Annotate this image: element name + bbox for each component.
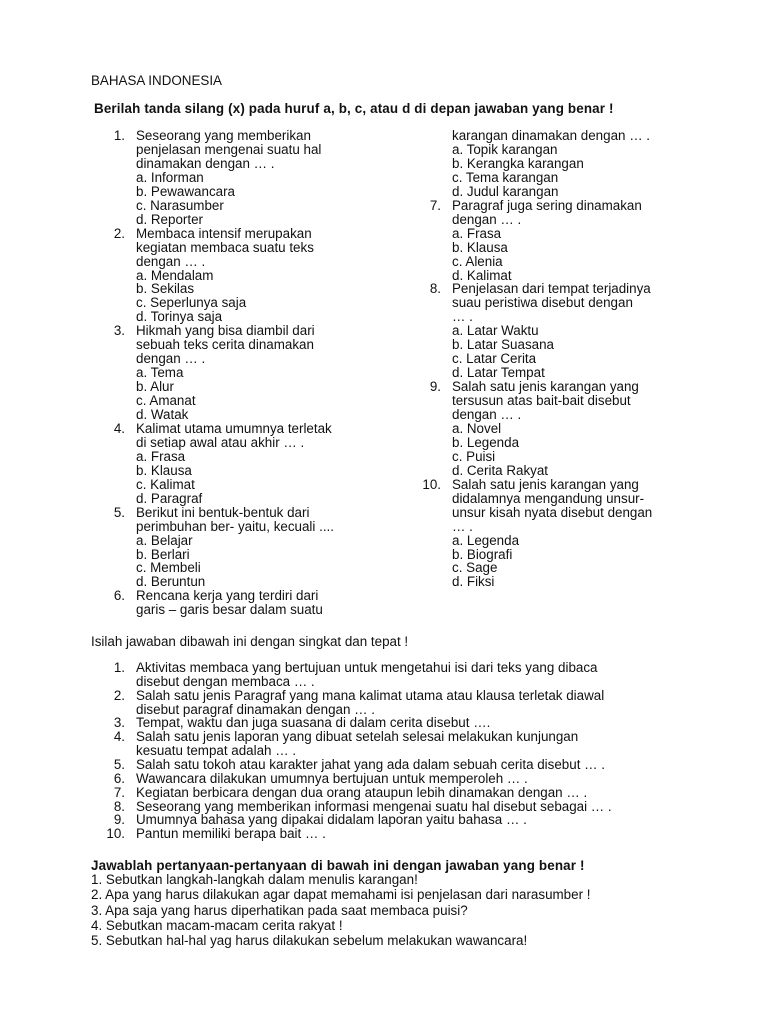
question-continuation: c. Seperlunya saja (136, 295, 247, 311)
question-continuation: dinamakan dengan … . (136, 155, 275, 171)
item-number: 1. (113, 660, 125, 675)
question-line: Salah satu jenis karangan yang (452, 379, 639, 395)
question-continuation: kesuatu tempat adalah … . (136, 743, 297, 759)
question-continuation: b. Biografi (452, 546, 513, 562)
question-line: Umumnya bahasa yang dipakai didalam laporan yaitu bahasa … . (136, 812, 527, 828)
question-continuation: b. Klausa (136, 462, 192, 478)
question-continuation: c. Latar Cerita (452, 351, 537, 367)
question-continuation: dengan … . (452, 407, 522, 422)
item-number: 10. (422, 476, 441, 492)
question-line: Salah satu jenis Paragraf yang mana kalimat utama atau klausa terletak diawal (136, 687, 605, 703)
section-a-instruction: Berilah tanda silang (x) pada huruf a, b, c, atau d di depan jawaban yang benar ! (94, 101, 614, 116)
question-continuation: disebut dengan membaca … . (136, 673, 315, 689)
essay-question: 3. Apa saja yang harus diperhatikan pada saat membaca puisi? (91, 902, 468, 918)
question-continuation: … . (452, 309, 473, 325)
question-continuation: d. Reporter (136, 211, 203, 227)
question-line: Berikut ini bentuk-bentuk dari (136, 504, 310, 520)
item-number: 6. (113, 588, 125, 604)
question-continuation: d. Judul karangan (452, 183, 559, 199)
question-continuation: b. Kerangka karangan (452, 155, 584, 171)
question-continuation: dengan … . (136, 351, 206, 367)
question-continuation: c. Puisi (452, 448, 496, 464)
question-continuation: b. Pewawancara (136, 183, 235, 199)
question-continuation: dengan … . (136, 253, 206, 269)
essay-question: 5. Sebutkan hal-hal yag harus dilakukan sebelum melakukan wawancara! (91, 933, 528, 949)
question-continuation: suau peristiwa disebut dengan (452, 295, 633, 311)
question-continuation: d. Beruntun (136, 574, 206, 590)
question-line: Wawancara dilakukan umumnya bertujuan untuk memperoleh … . (136, 770, 528, 786)
item-number: 4. (113, 729, 125, 745)
section-b-instruction: Isilah jawaban dibawah ini dengan singkat dan tepat ! (91, 634, 409, 649)
question-line: Kegiatan berbicara dengan dua orang ataupun lebih dinamakan dengan … . (136, 784, 588, 800)
question-continuation: d. Cerita Rakyat (452, 462, 549, 478)
question-line: Paragraf juga sering dinamakan (452, 197, 642, 213)
question-continuation: sebuah teks cerita dinamakan (136, 337, 314, 353)
item-number: 5. (113, 504, 125, 520)
question-continuation: b. Latar Suasana (452, 337, 554, 353)
item-number: 9. (429, 379, 441, 395)
item-number: 6. (113, 770, 125, 786)
question-continuation: a. Informan (136, 169, 204, 185)
question-continuation: d. Fiksi (452, 574, 495, 590)
question-line: Salah satu jenis laporan yang dibuat setelah selesai melakukan kunjungan (136, 729, 579, 745)
question-continuation: karangan dinamakan dengan … . (452, 128, 651, 143)
item-number: 9. (113, 812, 125, 828)
question-continuation: d. Torinya saja (136, 309, 223, 325)
section-c-instruction: Jawablah pertanyaan-pertanyaan di bawah ini dengan jawaban yang benar ! (91, 858, 585, 873)
question-line: Rencana kerja yang terdiri dari (136, 588, 319, 604)
item-number: 7. (429, 197, 441, 213)
question-continuation: a. Belajar (136, 532, 193, 548)
question-continuation: c. Alenia (452, 253, 503, 269)
question-continuation: a. Topik karangan (452, 141, 558, 157)
item-number: 2. (113, 225, 125, 241)
question-continuation: tersusun atas bait-bait disebut (452, 393, 631, 409)
item-number: 8. (113, 798, 125, 814)
item-number: 7. (113, 784, 125, 800)
essay-question: 2. Apa yang harus dilakukan agar dapat memahami isi penjelasan dari narasumber ! (91, 887, 591, 903)
question-continuation: kegiatan membaca suatu teks (136, 239, 314, 255)
question-continuation: a. Tema (136, 365, 184, 381)
question-continuation: b. Berlari (136, 546, 190, 562)
question-continuation: c. Narasumber (136, 197, 224, 213)
question-continuation: d. Paragraf (136, 490, 203, 506)
question-line: Kalimat utama umumnya terletak (136, 420, 332, 436)
subject-title: BAHASA INDONESIA (91, 73, 222, 88)
question-continuation: a. Legenda (452, 532, 520, 548)
question-continuation: b. Alur (136, 379, 174, 395)
essay-question: 1. Sebutkan langkah-langkah dalam menulis karangan! (91, 872, 418, 887)
item-number: 5. (113, 756, 125, 772)
item-number: 3. (113, 323, 125, 339)
question-continuation: a. Frasa (452, 225, 502, 241)
question-continuation: dengan … . (452, 211, 522, 227)
question-line: Pantun memiliki berapa bait … . (136, 826, 326, 842)
question-continuation: perimbuhan ber- yaitu, kecuali .... (136, 518, 334, 534)
question-continuation: didalamnya mengandung unsur- (452, 490, 645, 506)
item-number: 1. (113, 128, 125, 143)
question-line: Membaca intensif merupakan (136, 225, 312, 241)
item-number: 2. (113, 687, 125, 703)
item-number: 10. (106, 826, 125, 842)
question-line: Salah satu jenis karangan yang (452, 476, 639, 492)
question-continuation: b. Legenda (452, 434, 520, 450)
essay-question: 4. Sebutkan macam-macam cerita rakyat ! (91, 917, 343, 933)
question-line: Salah satu tokoh atau karakter jahat yang ada dalam sebuah cerita disebut … . (136, 756, 605, 772)
question-continuation: garis – garis besar dalam suatu (136, 602, 323, 618)
question-continuation: a. Novel (452, 420, 502, 436)
question-continuation: c. Amanat (136, 393, 196, 409)
question-line: Aktivitas membaca yang bertujuan untuk mengetahui isi dari teks yang dibaca (136, 660, 598, 675)
question-line: Hikmah yang bisa diambil dari (136, 323, 315, 339)
question-continuation: c. Sage (452, 560, 498, 576)
question-continuation: b. Klausa (452, 239, 508, 255)
question-continuation: d. Kalimat (452, 267, 512, 283)
question-continuation: … . (452, 518, 473, 534)
item-number: 4. (113, 420, 125, 436)
question-continuation: a. Mendalam (136, 267, 214, 283)
item-number: 8. (429, 281, 441, 297)
question-line: Penjelasan dari tempat terjadinya (452, 281, 651, 297)
question-continuation: unsur kisah nyata disebut dengan (452, 504, 653, 520)
question-continuation: c. Tema karangan (452, 169, 559, 185)
question-continuation: b. Sekilas (136, 281, 195, 297)
question-continuation: a. Frasa (136, 448, 186, 464)
question-continuation: d. Latar Tempat (452, 365, 545, 381)
question-line: Tempat, waktu dan juga suasana di dalam cerita disebut …. (136, 715, 491, 731)
question-line: Seseorang yang memberikan informasi mengenai suatu hal disebut sebagai … . (136, 798, 612, 814)
question-continuation: disebut paragraf dinamakan dengan … . (136, 701, 375, 717)
question-continuation: c. Kalimat (136, 476, 195, 492)
question-continuation: d. Watak (136, 407, 189, 422)
item-number: 3. (113, 715, 125, 731)
question-line: Seseorang yang memberikan (136, 128, 311, 143)
question-continuation: a. Latar Waktu (452, 323, 539, 339)
question-continuation: di setiap awal atau akhir … . (136, 434, 305, 450)
question-continuation: c. Membeli (136, 560, 201, 576)
question-continuation: penjelasan mengenai suatu hal (136, 141, 322, 157)
